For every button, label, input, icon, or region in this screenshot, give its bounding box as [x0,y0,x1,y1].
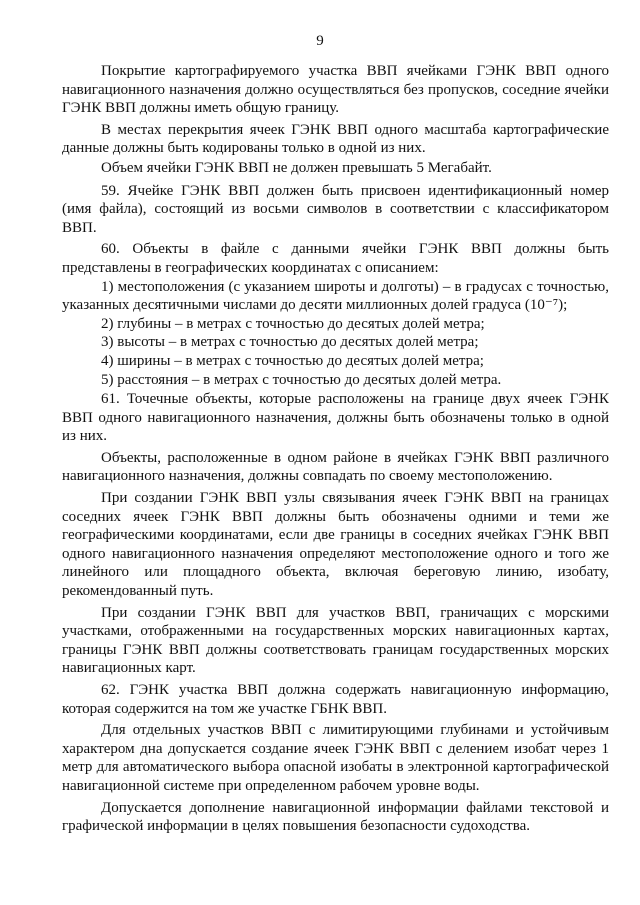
paragraph-overlap: В местах перекрытия ячеек ГЭНК ВВП одного масштаба картографические данные должны быть кодированы только в одной из них. [62,121,609,157]
paragraph-62: 62. ГЭНК участка ВВП должна содержать навигационную информацию, которая содержится на том же участке ГБНК ВВП. [62,682,609,717]
paragraph-61: 61. Точечные объекты, которые расположены на границе двух ячеек ГЭНК ВВП одного навигационного назначения, должны быть обозначены только в одной из них. [62,391,609,445]
page-number: 9 [316,33,324,49]
paragraph-coverage: Покрытие картографируемого участка ВВП ячейками ГЭНК ВВП одного навигационного назначения должно осуществляться без пропусков, соседние ячейки ГЭНК ВВП должны иметь общую границу. [62,63,609,117]
list-item-location: 1) местоположения (с указанием широты и долготы) – в градусах с точностью, указанных десятичными числами до десяти миллионных долей градуса (10⁻⁷); [62,278,609,314]
paragraph-59: 59. Ячейке ГЭНК ВВП должен быть присвоен идентификационный номер (имя файла), состоящий из восьми символов в соответствии с классификатором ВВП. [62,182,609,236]
paragraph-isobaths: Для отдельных участков ВВП с лимитирующими глубинами и устойчивым характером дна допускается создание ячеек ГЭНК ВВП с делением изобат через 1 метр для автоматического выбора опасной изобаты в электронной картографической навигационной системе при определенном рабочем уровне воды. [62,722,609,794]
paragraph-cell-size: Объем ячейки ГЭНК ВВП не должен превышать 5 Мегабайт. [101,159,492,176]
list-item-width: 4) ширины – в метрах с точностью до десятых долей метра; [101,352,484,369]
paragraph-binding-nodes: При создании ГЭНК ВВП узлы связывания ячеек ГЭНК ВВП на границах соседних ячеек ГЭНК ВВП должны быть обозначены одними и теми же географическими координатами, если две границы в соседних ячейках ГЭНК ВВП одного навигационного назначения определяют местоположение одного и того же линейного или площадного объекта, включая береговую линию, изобату, рекомендованный путь. [62,490,609,600]
list-item-distance: 5) расстояния – в метрах с точностью до десятых долей метра. [101,371,502,388]
document-body [62,62,609,836]
paragraph-supplement: Допускается дополнение навигационной информации файлами текстовой и графической информации в целях повышения безопасности судоходства. [62,799,609,835]
paragraph-60: 60. Объекты в файле с данными ячейки ГЭНК ВВП должны быть представлены в географических координатах с описанием: [62,241,609,276]
list-item-height: 3) высоты – в метрах с точностью до десятых долей метра; [101,334,479,351]
list-item-depth: 2) глубины – в метрах с точностью до десятых долей метра; [101,315,485,332]
paragraph-sea-boundaries: При создании ГЭНК ВВП для участков ВВП, граничащих с морскими участками, отображенными на государственных морских навигационных картах, границы ГЭНК ВВП должны соответствовать границам государственных морских навигационных карт. [62,604,609,677]
paragraph-object-location: Объекты, расположенные в одном районе в ячейках ГЭНК ВВП различного навигационного назначения, должны совпадать по своему местоположению. [62,449,609,485]
